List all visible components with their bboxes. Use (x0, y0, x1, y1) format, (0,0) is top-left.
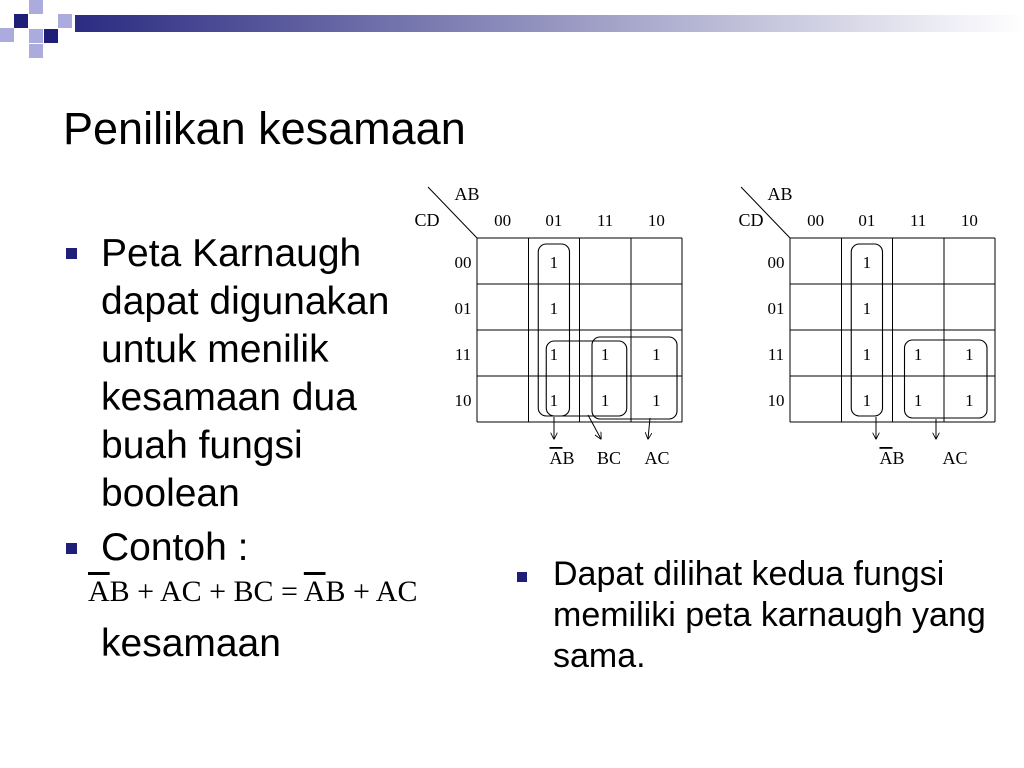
cell-value: 1 (549, 299, 559, 318)
cell-value: 1 (549, 253, 559, 272)
cell-value: 1 (862, 253, 872, 272)
decorative-square (29, 29, 43, 43)
row-header-label: 01 (454, 299, 472, 318)
bullet-text-karnaugh-usage: Peta Karnaugh dapat digunakan untuk menilik kesamaan dua buah fungsi boolean (101, 232, 390, 515)
column-header-label: 11 (909, 211, 927, 230)
row-variables-label: CD (738, 210, 764, 230)
cell-value: 1 (862, 345, 872, 364)
column-header-label: 01 (858, 211, 876, 230)
cell-value: 1 (600, 391, 610, 410)
cell-value: 1 (600, 345, 610, 364)
equation-segment: B + AC (325, 575, 418, 608)
group-term-label (549, 448, 574, 468)
column-header-label: 01 (545, 211, 563, 230)
cell-value: 1 (862, 391, 872, 410)
term-variables: AC (644, 448, 670, 468)
header-gradient-bar (75, 15, 1024, 32)
term-variables: AC (942, 448, 968, 468)
grouping-loop (592, 337, 677, 419)
cell-value: 1 (652, 345, 661, 364)
karnaugh-map-2 (738, 184, 995, 468)
cell-value: 1 (965, 391, 974, 410)
equation-complemented-variable: $\overline{A}$ (88, 575, 110, 608)
row-header-label: 01 (767, 299, 785, 318)
cell-value: 1 (862, 299, 872, 318)
boolean-equation (88, 574, 417, 610)
cell-value: 1 (913, 345, 923, 364)
square-bullet-icon (66, 248, 77, 259)
term-variables: BC (596, 448, 622, 468)
diagonal-divider (428, 187, 477, 238)
cell-value: 1 (652, 391, 661, 410)
row-header-label: 11 (454, 345, 472, 364)
row-variables-label: CD (414, 210, 440, 230)
decorative-square (14, 14, 28, 28)
column-variables-label: AB (454, 184, 480, 204)
row-header-label: 10 (767, 391, 785, 410)
decorative-square (58, 14, 72, 28)
karnaugh-map-1 (414, 184, 682, 468)
row-header-label: 00 (454, 253, 472, 272)
grouping-loop (538, 244, 569, 416)
column-header-label: 00 (494, 211, 512, 230)
column-header-label: 11 (596, 211, 614, 230)
bullet-text-same-map: Dapat dilihat kedua fungsi memiliki peta karnaugh yang sama. (553, 555, 986, 675)
equation-segment: B + AC + BC = (109, 575, 304, 608)
row-header-label: 11 (767, 345, 785, 364)
slide-title: Penilikan kesamaan (63, 103, 466, 154)
column-variables-label: AB (767, 184, 793, 204)
decorative-square (29, 0, 43, 14)
group-term-label (597, 448, 621, 468)
group-arrow (588, 415, 601, 439)
column-header-label: 00 (807, 211, 825, 230)
diagonal-divider (741, 187, 790, 238)
cell-value: 1 (965, 345, 974, 364)
square-bullet-icon (66, 543, 77, 554)
square-bullet-icon (517, 572, 527, 582)
row-header-label: 10 (454, 391, 472, 410)
decorative-square (44, 29, 58, 43)
grouping-loop (905, 340, 988, 418)
cell-value: 1 (549, 391, 559, 410)
column-header-label: 10 (960, 211, 978, 230)
decorative-square (29, 44, 43, 58)
bullet-text-example: Contoh : (101, 526, 249, 569)
term-variables: B (892, 448, 905, 468)
group-term-label (644, 448, 669, 468)
group-arrow (648, 418, 650, 439)
example-conclusion: kesamaan (101, 622, 281, 665)
group-term-label (942, 448, 967, 468)
column-header-label: 10 (647, 211, 665, 230)
equation-complemented-variable: $\overline{A}$ (303, 575, 326, 608)
decorative-square (0, 28, 14, 42)
term-variables: B (562, 448, 575, 468)
group-term-label (879, 448, 904, 468)
grouping-loop (546, 341, 627, 416)
grouping-loop (851, 244, 882, 416)
cell-value: 1 (549, 345, 559, 364)
cell-value: 1 (913, 391, 923, 410)
term-complemented-variable: A (879, 448, 893, 468)
term-complemented-variable: A (549, 448, 563, 468)
row-header-label: 00 (767, 253, 785, 272)
